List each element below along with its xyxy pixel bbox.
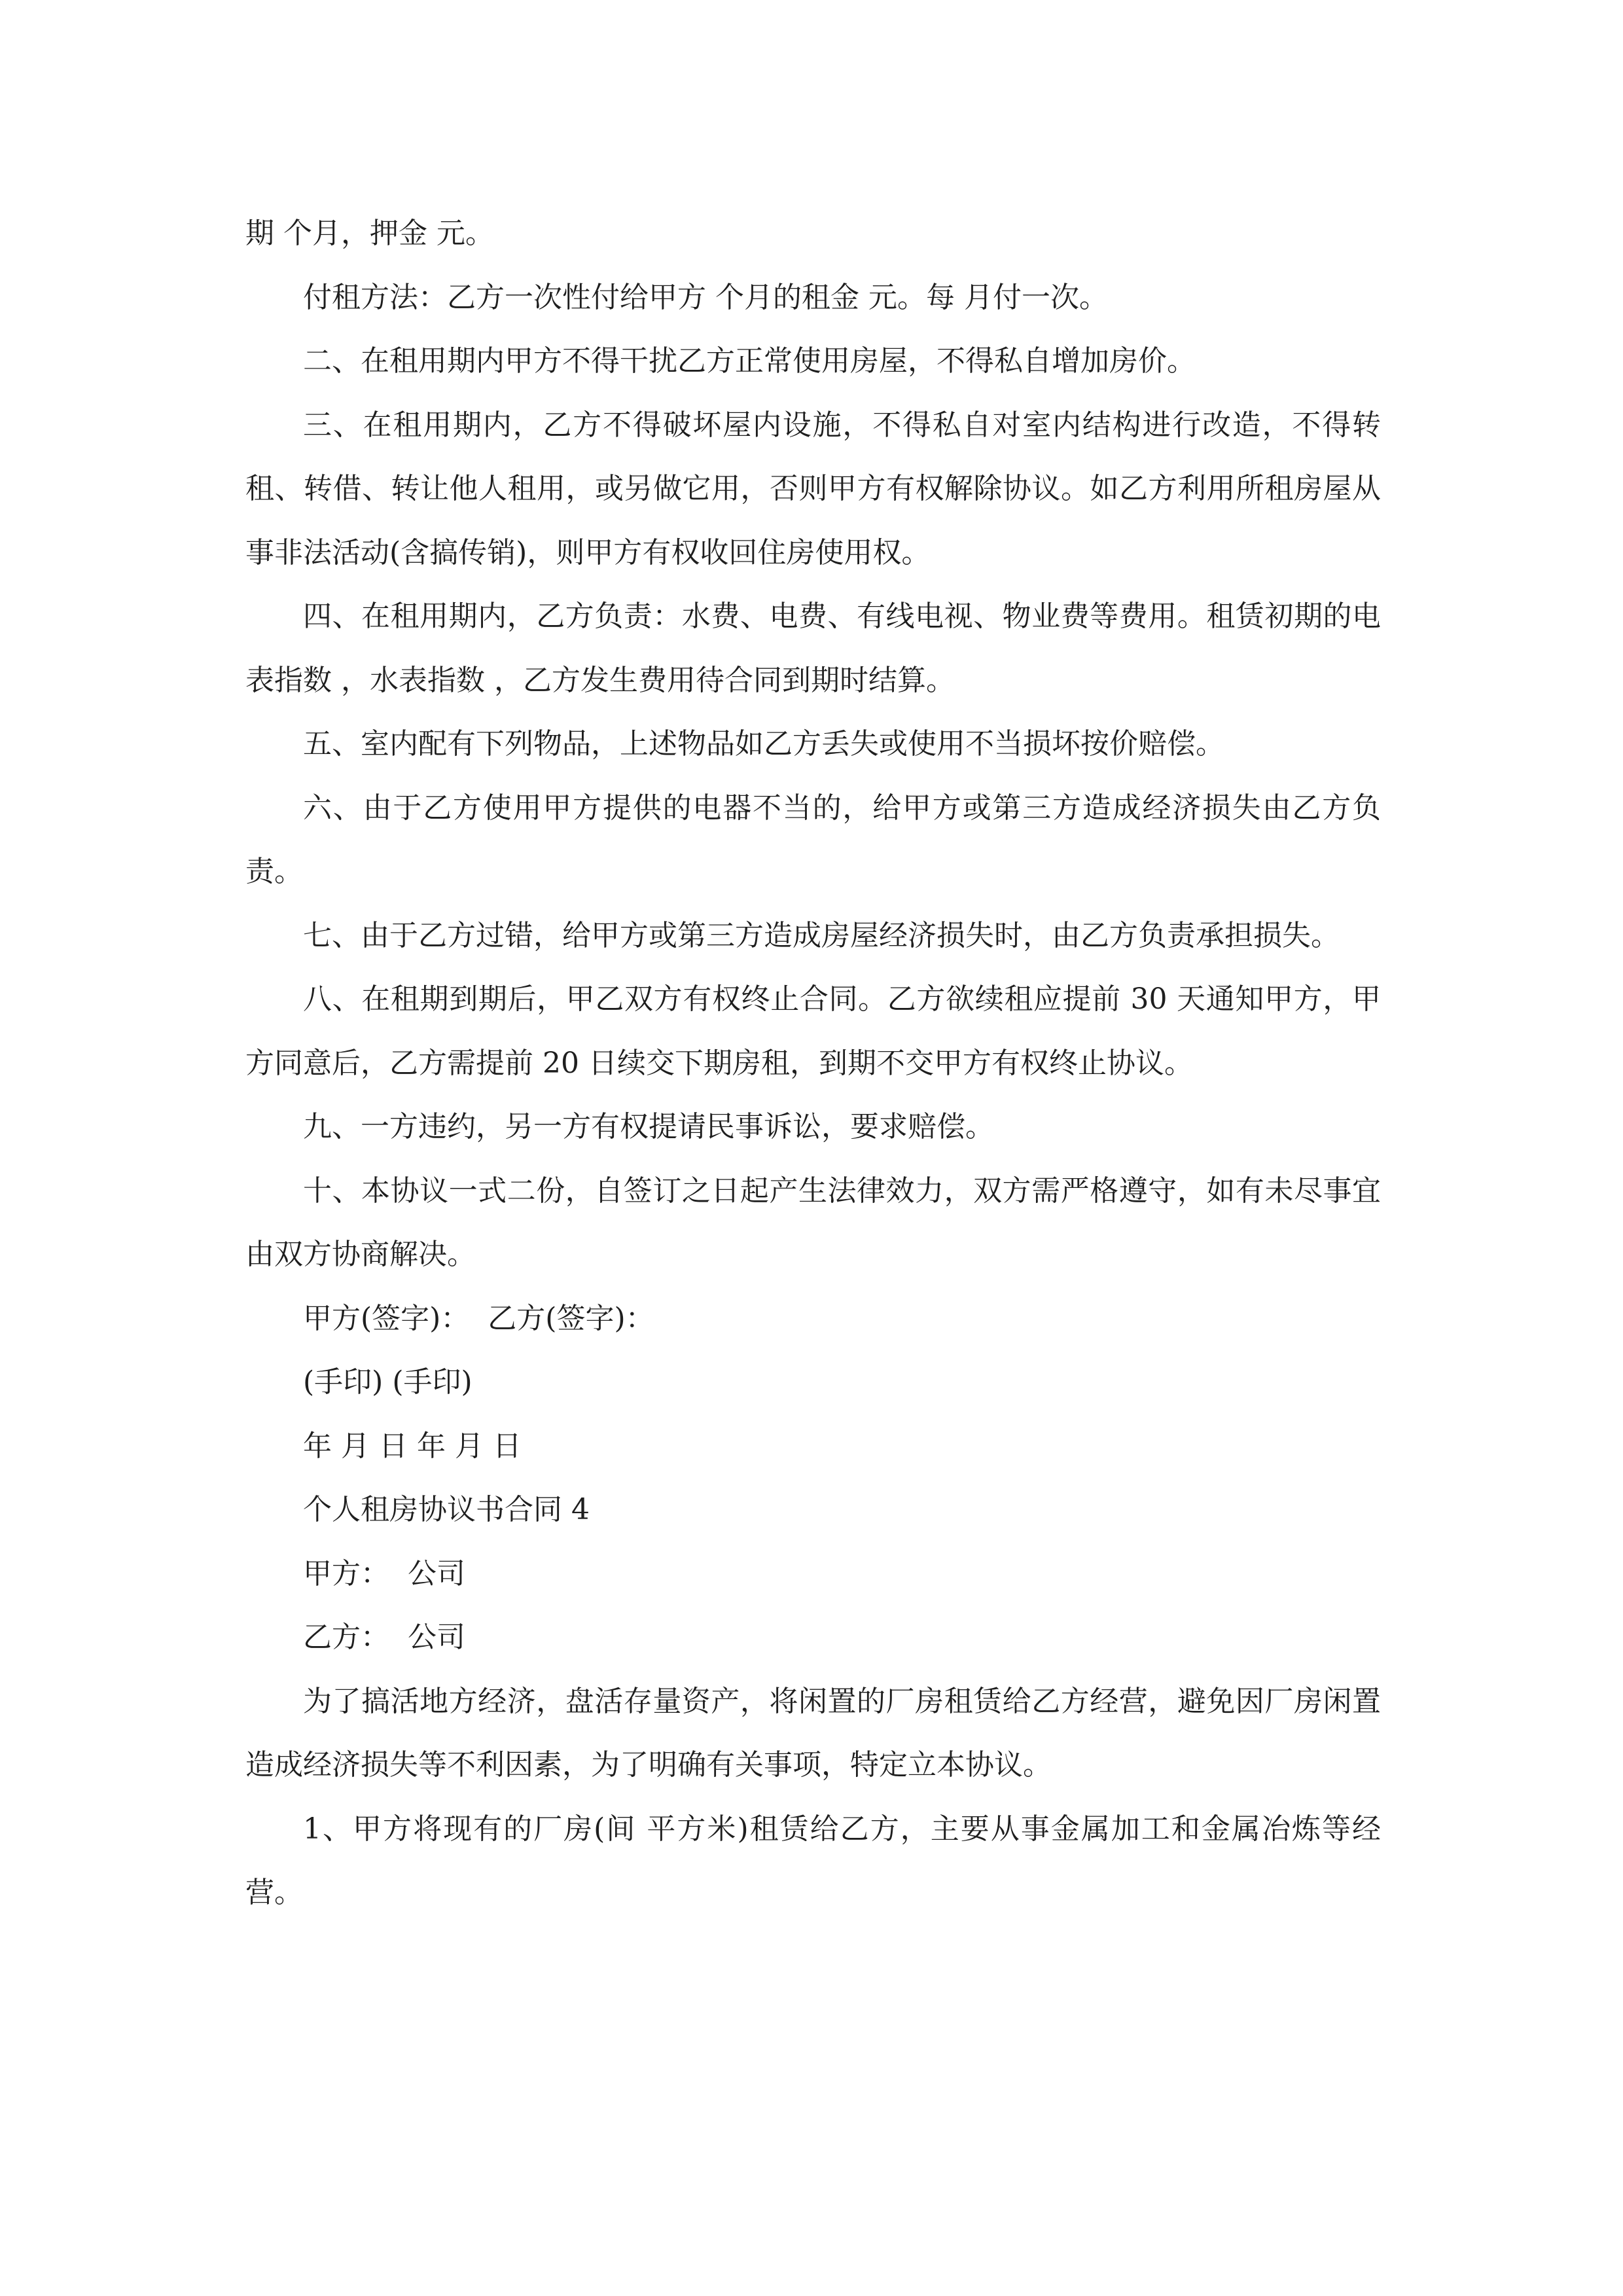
paragraph-clause-5: 五、室内配有下列物品，上述物品如乙方丢失或使用不当损坏按价赔偿。 [303, 727, 1224, 761]
document-body [245, 202, 1381, 1925]
paragraph-item-1: 1、甲方将现有的厂房(间 平方米)租赁给乙方，主要从事金属加工和金属冶炼等经营。 [245, 1812, 1381, 1909]
party-b-line: 乙方： 公司 [303, 1621, 465, 1654]
party-a-line: 甲方： 公司 [303, 1556, 465, 1590]
paragraph-preamble: 为了搞活地方经济，盘活存量资产，将闲置的厂房租赁给乙方经营，避免因厂房闲置造成经济损失等不利因素，为了明确有关事项，特定立本协议。 [245, 1684, 1381, 1782]
paragraph-deposit-term: 期 个月，押金 元。 [245, 217, 494, 250]
fingerprint-line: (手印) (手印) [303, 1365, 473, 1399]
paragraph-clause-6: 六、由于乙方使用甲方提供的电器不当的，给甲方或第三方造成经济损失由乙方负责。 [245, 791, 1381, 888]
paragraph-clause-4: 四、在租用期内，乙方负责：水费、电费、有线电视、物业费等费用。租赁初期的电表指数 ，水表指数 ，乙方发生费用待合同到期时结算。 [245, 600, 1381, 697]
paragraph-payment-method: 付租方法：乙方一次性付给甲方 个月的租金 元。每 月付一次。 [303, 280, 1108, 314]
signature-line: 甲方(签字)： 乙方(签字)： [303, 1301, 654, 1335]
paragraph-clause-9: 九、一方违约，另一方有权提请民事诉讼，要求赔偿。 [303, 1110, 994, 1143]
paragraph-clause-8: 八、在租期到期后，甲乙双方有权终止合同。乙方欲续租应提前 30 天通知甲方，甲方同意后，乙方需提前 20 日续交下期房租，到期不交甲方有权终止协议。 [245, 982, 1381, 1080]
section-title: 个人租房协议书合同 4 [303, 1493, 590, 1526]
paragraph-clause-7: 七、由于乙方过错，给甲方或第三方造成房屋经济损失时，由乙方负责承担损失。 [303, 918, 1340, 952]
paragraph-clause-3: 三、在租用期内，乙方不得破坏屋内设施，不得私自对室内结构进行改造，不得转租、转借、转让他人租用，或另做它用，否则甲方有权解除协议。如乙方利用所租房屋从事非法活动(含搞传销)，则甲方有权收回住房使用权。 [245, 408, 1381, 569]
paragraph-clause-2: 二、在租用期内甲方不得干扰乙方正常使用房屋，不得私自增加房价。 [303, 344, 1196, 378]
date-line: 年 月 日 年 月 日 [303, 1429, 522, 1463]
paragraph-clause-10: 十、本协议一式二份，自签订之日起产生法律效力，双方需严格遵守，如有未尽事宜由双方协商解决。 [245, 1174, 1381, 1271]
